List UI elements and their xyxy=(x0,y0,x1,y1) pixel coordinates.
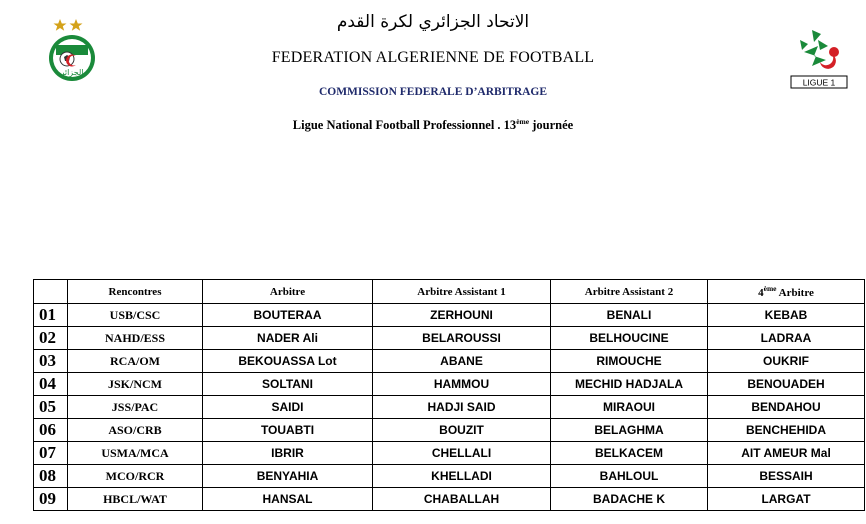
fourth-official-cell: OUKRIF xyxy=(708,350,865,373)
match-cell: USMA/MCA xyxy=(68,442,203,465)
match-cell: ASO/CRB xyxy=(68,419,203,442)
referee-cell: TOUABTI xyxy=(203,419,373,442)
table-row xyxy=(34,419,865,442)
row-number: 01 xyxy=(34,304,68,327)
match-cell: NAHD/ESS xyxy=(68,327,203,350)
match-cell: RCA/OM xyxy=(68,350,203,373)
ligue1-logo xyxy=(790,22,848,90)
row-number: 08 xyxy=(34,465,68,488)
matchday-suffix: journée xyxy=(529,118,574,132)
referee-cell: NADER Ali xyxy=(203,327,373,350)
matchday-sup: ème xyxy=(516,117,530,126)
table-header-row xyxy=(34,280,865,304)
arabic-federation-title: الاتحاد الجزائري لكرة القدم xyxy=(336,12,530,32)
table-row xyxy=(34,327,865,350)
row-number: 07 xyxy=(34,442,68,465)
referee-cell: SAIDI xyxy=(203,396,373,419)
assistant2-cell: BADACHE K xyxy=(551,488,708,511)
matchday-title xyxy=(0,117,866,133)
referee-cell: BENYAHIA xyxy=(203,465,373,488)
fourth-official-cell: BENDAHOU xyxy=(708,396,865,419)
row-number: 04 xyxy=(34,373,68,396)
assistant2-cell: BAHLOUL xyxy=(551,465,708,488)
assistant2-cell: MIRAOUI xyxy=(551,396,708,419)
assistant2-cell: BELAGHMA xyxy=(551,419,708,442)
table-row xyxy=(34,488,865,511)
referee-assignments-table xyxy=(33,279,865,511)
assistant2-cell: RIMOUCHE xyxy=(551,350,708,373)
assistant1-cell: BOUZIT xyxy=(373,419,551,442)
assistant1-cell: CHABALLAH xyxy=(373,488,551,511)
table-row xyxy=(34,442,865,465)
assistant2-cell: BENALI xyxy=(551,304,708,327)
assistant1-cell: HAMMOU xyxy=(373,373,551,396)
federation-title: FEDERATION ALGERIENNE DE FOOTBALL xyxy=(271,49,595,66)
matchday-prefix: Ligue National Football Professionnel . 13 xyxy=(292,118,517,132)
row-number: 03 xyxy=(34,350,68,373)
assistant1-cell: ZERHOUNI xyxy=(373,304,551,327)
referee-cell: SOLTANI xyxy=(203,373,373,396)
match-cell: HBCL/WAT xyxy=(68,488,203,511)
svg-text:LIGUE 1: LIGUE 1 xyxy=(802,77,836,88)
fourth-official-cell: KEBAB xyxy=(708,304,865,327)
header-referee: Arbitre xyxy=(203,280,373,304)
assistant1-cell: HADJI SAID xyxy=(373,396,551,419)
table-row xyxy=(34,350,865,373)
header-fourth-official: 4ème Arbitre xyxy=(708,280,865,304)
assistant1-cell: KHELLADI xyxy=(373,465,551,488)
match-cell: JSS/PAC xyxy=(68,396,203,419)
header-matches: Rencontres xyxy=(68,280,203,304)
fourth-official-cell: BENOUADEH xyxy=(708,373,865,396)
header-number xyxy=(34,280,68,304)
referee-cell: BOUTERAA xyxy=(203,304,373,327)
assistant1-cell: CHELLALI xyxy=(373,442,551,465)
assistant2-cell: BELHOUCINE xyxy=(551,327,708,350)
match-cell: USB/CSC xyxy=(68,304,203,327)
fourth-official-cell: BENCHEHIDA xyxy=(708,419,865,442)
fourth-official-cell: BESSAIH xyxy=(708,465,865,488)
fourth-official-cell: LADRAA xyxy=(708,327,865,350)
header-assistant-2: Arbitre Assistant 2 xyxy=(551,280,708,304)
match-cell: MCO/RCR xyxy=(68,465,203,488)
row-number: 02 xyxy=(34,327,68,350)
row-number: 09 xyxy=(34,488,68,511)
header-assistant-1: Arbitre Assistant 1 xyxy=(373,280,551,304)
match-cell: JSK/NCM xyxy=(68,373,203,396)
assistant1-cell: BELAROUSSI xyxy=(373,327,551,350)
assistant1-cell: ABANE xyxy=(373,350,551,373)
document-header xyxy=(0,0,866,140)
referee-cell: BEKOUASSA Lot xyxy=(203,350,373,373)
table-row xyxy=(34,465,865,488)
svg-text:الجزائر: الجزائر xyxy=(60,68,84,77)
assistant2-cell: MECHID HADJALA xyxy=(551,373,708,396)
commission-title: COMMISSION FEDERALE D’ARBITRAGE xyxy=(318,86,548,98)
assistant2-cell: BELKACEM xyxy=(551,442,708,465)
fourth-official-cell: LARGAT xyxy=(708,488,865,511)
table-row xyxy=(34,373,865,396)
referee-cell: IBRIR xyxy=(203,442,373,465)
referee-cell: HANSAL xyxy=(203,488,373,511)
fourth-official-cell: AIT AMEUR Mal xyxy=(708,442,865,465)
table-row xyxy=(34,304,865,327)
row-number: 05 xyxy=(34,396,68,419)
row-number: 06 xyxy=(34,419,68,442)
table-row xyxy=(34,396,865,419)
